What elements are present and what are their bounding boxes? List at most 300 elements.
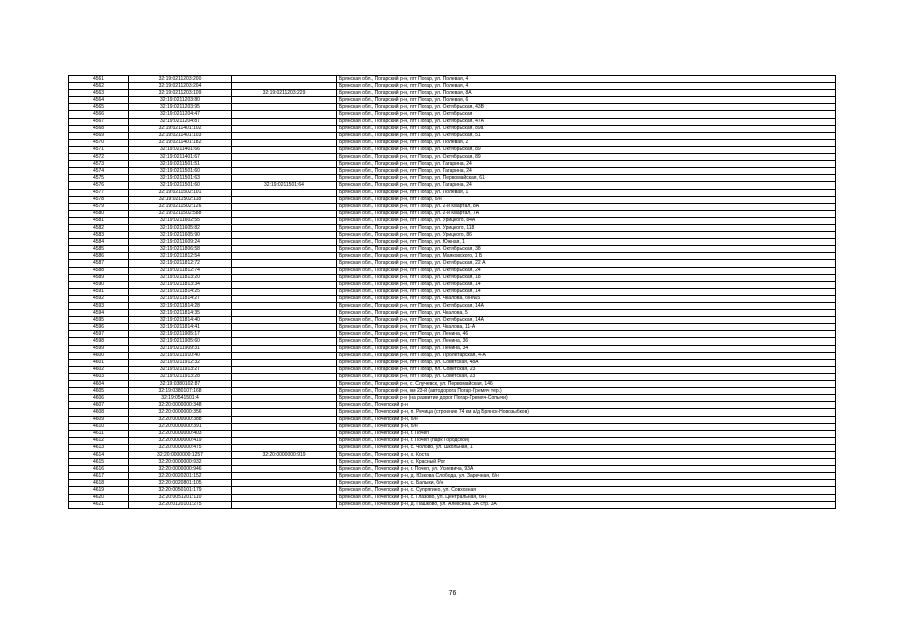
parent-cadastral-number-cell: [232, 281, 337, 288]
address-cell: Брянская обл., Погарский р-н, пгт Погар, ул. Ленина, 46: [337, 331, 836, 338]
cadastral-number-cell: 32:19:0211814:41: [129, 324, 232, 331]
parent-cadastral-number-cell: [232, 217, 337, 224]
address-cell: Брянская обл., Погарский р-н, пгт Погар, ул. Октябрьская, 24: [337, 267, 836, 274]
row-number-cell: 4614: [69, 451, 129, 458]
cadastral-number-cell: 32:19:0211502:588: [129, 210, 232, 217]
parent-cadastral-number-cell: 32:19:0211501:64: [232, 182, 337, 189]
address-cell: Брянская обл., Погарский р-н, км 23-й (автодорога Погар-Гремяч тер.): [337, 388, 836, 395]
parent-cadastral-number-cell: [232, 154, 337, 161]
parent-cadastral-number-cell: [232, 366, 337, 373]
parent-cadastral-number-cell: [232, 267, 337, 274]
cadastral-number-cell: 32:19:0380107:168: [129, 388, 232, 395]
parent-cadastral-number-cell: [232, 430, 337, 437]
table-row: [69, 331, 836, 338]
parent-cadastral-number-cell: [232, 175, 337, 182]
cadastral-number-cell: 32:19:0211602:55: [129, 217, 232, 224]
table-row: [69, 345, 836, 352]
row-number-cell: 4572: [69, 154, 129, 161]
parent-cadastral-number-cell: [232, 388, 337, 395]
row-number-cell: 4603: [69, 373, 129, 380]
cadastral-number-cell: 32:20:0000000:348: [129, 402, 232, 409]
cadastral-number-cell: 32:19:0211913:28: [129, 373, 232, 380]
row-number-cell: 4597: [69, 331, 129, 338]
row-number-cell: 4570: [69, 139, 129, 146]
cadastral-number-cell: 32:19:0211203:95: [129, 104, 232, 111]
cadastral-number-cell: 32:19:0211814:28: [129, 303, 232, 310]
parent-cadastral-number-cell: [232, 125, 337, 132]
address-cell: Брянская обл., Погарский р-н, пгт Погар, б/н: [337, 196, 836, 203]
table-row: [69, 146, 836, 153]
cadastral-number-cell: 32:19:0211812:54: [129, 253, 232, 260]
cadastral-number-cell: 32:19:0211909:31: [129, 345, 232, 352]
row-number-cell: 4610: [69, 423, 129, 430]
row-number-cell: 4586: [69, 253, 129, 260]
table-row: [69, 196, 836, 203]
table-row: [69, 487, 836, 494]
address-cell: Брянская обл., Погарский р-н, пгт Погар, ул. Чкалова, б/н№5: [337, 295, 836, 302]
address-cell: Брянская обл., Почепский р-н, п. Речица (строение 74 км а/д Брянск-Новозыбков): [337, 409, 836, 416]
row-number-cell: 4621: [69, 501, 129, 508]
parent-cadastral-number-cell: [232, 104, 337, 111]
parent-cadastral-number-cell: [232, 203, 337, 210]
cadastral-number-cell: 32:19:0541501:4: [129, 395, 232, 402]
row-number-cell: 4605: [69, 388, 129, 395]
address-cell: Брянская обл., Погарский р-н, пгт Погар, ул. Гагарина, 24: [337, 168, 836, 175]
parent-cadastral-number-cell: [232, 288, 337, 295]
address-cell: Брянская обл., Погарский р-н, пгт Погар, ул. Октябрьская, 14А: [337, 317, 836, 324]
table-row: [69, 260, 836, 267]
cadastral-number-cell: 32:20:0000000:946: [129, 466, 232, 473]
table-row: [69, 395, 836, 402]
table-row: [69, 444, 836, 451]
address-cell: Брянская обл., Погарский р-н, пгт Погар, ул. Чкалова, 11-А: [337, 324, 836, 331]
parent-cadastral-number-cell: [232, 416, 337, 423]
table-row: [69, 338, 836, 345]
cadastral-number-cell: 32:19:0211814:35: [129, 310, 232, 317]
table-row: [69, 324, 836, 331]
address-cell: Брянская обл., Погарский р-н, пгт Погар, ул. Полевая, 4: [337, 83, 836, 90]
parent-cadastral-number-cell: [232, 395, 337, 402]
table-row: [69, 466, 836, 473]
address-cell: Брянская обл., Погарский р-н, пгт Погар, ул. Пролетарская, 4-А: [337, 352, 836, 359]
cadastral-number-cell: 32:20:0000000:475: [129, 444, 232, 451]
table-row: [69, 267, 836, 274]
parent-cadastral-number-cell: [232, 97, 337, 104]
parent-cadastral-number-cell: 32:20:0000000:919: [232, 451, 337, 458]
parent-cadastral-number-cell: [232, 352, 337, 359]
row-number-cell: 4609: [69, 416, 129, 423]
row-number-cell: 4589: [69, 274, 129, 281]
address-cell: Брянская обл., Погарский р-н, пгт Погар, пл. Советская, 23: [337, 366, 836, 373]
row-number-cell: 4606: [69, 395, 129, 402]
row-number-cell: 4577: [69, 189, 129, 196]
cadastral-number-cell: 32:20:0000000:391: [129, 423, 232, 430]
row-number-cell: 4575: [69, 175, 129, 182]
table-row: [69, 388, 836, 395]
table-row: [69, 480, 836, 487]
row-number-cell: 4618: [69, 480, 129, 487]
address-cell: Брянская обл., Погарский р-н, пгт Погар, ул. Советская, 23: [337, 373, 836, 380]
row-number-cell: 4617: [69, 473, 129, 480]
parent-cadastral-number-cell: 32:19:0211203:229: [232, 90, 337, 97]
row-number-cell: 4607: [69, 402, 129, 409]
cadastral-number-cell: 32:19:0380102:87: [129, 381, 232, 388]
table-row: [69, 451, 836, 458]
address-cell: Брянская обл., Погарский р-н, пгт Погар, ул. Полевая, 4: [337, 76, 836, 83]
table-row: [69, 210, 836, 217]
address-cell: Брянская обл., Почепский р-н: [337, 402, 836, 409]
cadastral-number-cell: 32:20:0000000:1257: [129, 451, 232, 458]
row-number-cell: 4616: [69, 466, 129, 473]
row-number-cell: 4566: [69, 111, 129, 118]
cadastral-number-cell: 32:19:0211812:74: [129, 267, 232, 274]
parent-cadastral-number-cell: [232, 146, 337, 153]
address-cell: Брянская обл., Почепский р-н, г. Почеп, ул. Усиевича, 93А: [337, 466, 836, 473]
parent-cadastral-number-cell: [232, 338, 337, 345]
row-number-cell: 4612: [69, 437, 129, 444]
table-row: [69, 437, 836, 444]
cadastral-number-cell: 32:19:0211401:182: [129, 139, 232, 146]
parent-cadastral-number-cell: [232, 459, 337, 466]
table-row: [69, 111, 836, 118]
address-cell: Брянская обл., Погарский р-н, пгт Погар, ул. Октябрьская, 38: [337, 246, 836, 253]
address-cell: Брянская обл., Почепский р-н, с. Чолово, ул. Школьная, 1: [337, 444, 836, 451]
parent-cadastral-number-cell: [232, 423, 337, 430]
address-cell: Брянская обл., Почепский р-н, с. Балыки, б/н: [337, 480, 836, 487]
table-row: [69, 359, 836, 366]
table-row: [69, 288, 836, 295]
row-number-cell: 4574: [69, 168, 129, 175]
cadastral-number-cell: 32:19:0211502:101: [129, 189, 232, 196]
row-number-cell: 4562: [69, 83, 129, 90]
address-cell: Брянская обл., Погарский р-н, пгт Погар, ул. 2-й Квартал, 7А: [337, 210, 836, 217]
table-row: [69, 239, 836, 246]
address-cell: Брянская обл., Погарский р-н, пгт Погар, ул. Гагарина, 24: [337, 182, 836, 189]
cadastral-number-cell: 32:19:0211609:24: [129, 239, 232, 246]
parent-cadastral-number-cell: [232, 409, 337, 416]
cadastral-number-cell: 32:19:0211203:200: [129, 76, 232, 83]
table-row: [69, 310, 836, 317]
parent-cadastral-number-cell: [232, 168, 337, 175]
row-number-cell: 4561: [69, 76, 129, 83]
address-cell: Брянская обл., Почепский р-н, г. Почеп: [337, 430, 836, 437]
address-cell: Брянская обл., Погарский р-н, пгт Погар, ул. Октябрьская, 14: [337, 288, 836, 295]
address-cell: Брянская обл., Погарский р-н, пгт Погар, ул. Октябрьская, 14: [337, 281, 836, 288]
address-cell: Брянская обл., Погарский р-н, пгт Погар, ул. Урицкого, 118: [337, 224, 836, 231]
address-cell: Брянская обл., Погарский р-н, пгт Погар, ул. Октябрьская, 47А: [337, 118, 836, 125]
address-cell: Брянская обл., Погарский р-н, пгт Погар, ул. Полевая, 1: [337, 189, 836, 196]
row-number-cell: 4613: [69, 444, 129, 451]
row-number-cell: 4563: [69, 90, 129, 97]
row-number-cell: 4599: [69, 345, 129, 352]
address-cell: Брянская обл., Погарский р-н, пгт Погар, ул. Первомайская, 61: [337, 175, 836, 182]
row-number-cell: 4583: [69, 232, 129, 239]
parent-cadastral-number-cell: [232, 161, 337, 168]
table-row: [69, 161, 836, 168]
table-row: [69, 281, 836, 288]
table-row: [69, 224, 836, 231]
table-row: [69, 217, 836, 224]
address-cell: Брянская обл., Почепский р-н, с. Красный Рог: [337, 459, 836, 466]
row-number-cell: 4564: [69, 97, 129, 104]
address-cell: Брянская обл., Почепский р-н, б/н: [337, 416, 836, 423]
table-row: [69, 189, 836, 196]
cadastral-number-cell: 32:20:0051201:110: [129, 494, 232, 501]
parent-cadastral-number-cell: [232, 402, 337, 409]
cadastral-number-cell: 32:19:0211813:34: [129, 281, 232, 288]
row-number-cell: 4573: [69, 161, 129, 168]
row-number-cell: 4581: [69, 217, 129, 224]
table-row: [69, 182, 836, 189]
parent-cadastral-number-cell: [232, 373, 337, 380]
table-row: [69, 494, 836, 501]
parent-cadastral-number-cell: [232, 359, 337, 366]
parent-cadastral-number-cell: [232, 473, 337, 480]
cadastral-number-cell: 32:19:0211401:102: [129, 125, 232, 132]
address-cell: Брянская обл., Погарский р-н, пгт Погар, ул. Октябрьская, 18: [337, 274, 836, 281]
cadastral-number-cell: 32:20:0020801:105: [129, 480, 232, 487]
address-cell: Брянская обл., Погарский р-н, пгт Погар, ул. Полевая, 2: [337, 139, 836, 146]
parent-cadastral-number-cell: [232, 324, 337, 331]
address-cell: Брянская обл., Погарский р-н, пгт Погар, ул. Октябрьская, 51: [337, 132, 836, 139]
table-row: [69, 232, 836, 239]
address-cell: Брянская обл., Погарский р-н, пгт Погар, ул. Октябрьская, 89а: [337, 125, 836, 132]
address-cell: Брянская обл., Почепский р-н, с. Глазово, ул. Центральная, б/н: [337, 494, 836, 501]
table-row: [69, 90, 836, 97]
row-number-cell: 4580: [69, 210, 129, 217]
cadastral-number-cell: 32:19:0211806:58: [129, 246, 232, 253]
row-number-cell: 4593: [69, 303, 129, 310]
parent-cadastral-number-cell: [232, 295, 337, 302]
address-cell: Брянская обл., Погарский р-н, пгт Погар, ул. 2-й Квартал, 8А: [337, 203, 836, 210]
address-cell: Брянская обл., Погарский р-н, пгт Погар, ул. Чкалова, 5: [337, 310, 836, 317]
parent-cadastral-number-cell: [232, 111, 337, 118]
parent-cadastral-number-cell: [232, 196, 337, 203]
row-number-cell: 4567: [69, 118, 129, 125]
address-cell: Брянская обл., Погарский р-н, пгт Погар, ул. Полевая, 8А: [337, 90, 836, 97]
address-cell: Брянская обл., Погарский р-н, пгт Погар, ул. Октябрьская, 14А: [337, 303, 836, 310]
register-table: [68, 75, 836, 509]
address-cell: Брянская обл., Почепский р-н, х. Коста: [337, 451, 836, 458]
cadastral-number-cell: 32:20:0020201:152: [129, 473, 232, 480]
cadastral-number-cell: 32:19:0211401:66: [129, 146, 232, 153]
row-number-cell: 4584: [69, 239, 129, 246]
row-number-cell: 4571: [69, 146, 129, 153]
table-row: [69, 473, 836, 480]
table-row: [69, 132, 836, 139]
row-number-cell: 4594: [69, 310, 129, 317]
parent-cadastral-number-cell: [232, 303, 337, 310]
cadastral-number-cell: 32:20:0000000:356: [129, 409, 232, 416]
parent-cadastral-number-cell: [232, 437, 337, 444]
address-cell: Брянская обл., Погарский р-н, пгт Погар, ул. Октябрьская, 22 А: [337, 260, 836, 267]
address-cell: Брянская обл., Погарский р-н, пгт Погар, ул. Октябрьская, 89: [337, 146, 836, 153]
row-number-cell: 4595: [69, 317, 129, 324]
row-number-cell: 4604: [69, 381, 129, 388]
parent-cadastral-number-cell: [232, 118, 337, 125]
table-row: [69, 423, 836, 430]
row-number-cell: 4598: [69, 338, 129, 345]
address-cell: Брянская обл., Погарский р-н, с. Случевск, ул. Первомайская, 146: [337, 381, 836, 388]
address-cell: Брянская обл., Погарский р-н, пгт Погар, ул. Ленина, 34: [337, 345, 836, 352]
row-number-cell: 4565: [69, 104, 129, 111]
cadastral-number-cell: 32:19:0211905:17: [129, 331, 232, 338]
row-number-cell: 4600: [69, 352, 129, 359]
parent-cadastral-number-cell: [232, 444, 337, 451]
table-row: [69, 125, 836, 132]
cadastral-number-cell: 32:19:0211605:90: [129, 232, 232, 239]
cadastral-number-cell: 32:20:0050101:179: [129, 487, 232, 494]
address-cell: Брянская обл., Погарский р-н, пгт Погар, ул. Урицкого, 84А: [337, 217, 836, 224]
cadastral-number-cell: 32:19:0211401:67: [129, 154, 232, 161]
parent-cadastral-number-cell: [232, 480, 337, 487]
cadastral-number-cell: 32:19:0211203:204: [129, 83, 232, 90]
table-row: [69, 168, 836, 175]
cadastral-number-cell: 32:20:0000000:388: [129, 416, 232, 423]
table-row: [69, 76, 836, 83]
row-number-cell: 4608: [69, 409, 129, 416]
table-row: [69, 416, 836, 423]
table-row: [69, 139, 836, 146]
cadastral-number-cell: 32:19:0211203:109: [129, 90, 232, 97]
row-number-cell: 4602: [69, 366, 129, 373]
cadastral-number-cell: 32:19:0211913:27: [129, 366, 232, 373]
cadastral-number-cell: 32:19:0211812:72: [129, 260, 232, 267]
cadastral-number-cell: 32:19:0211501:60: [129, 168, 232, 175]
table-row: [69, 409, 836, 416]
parent-cadastral-number-cell: [232, 83, 337, 90]
cadastral-number-cell: 32:19:0211501:63: [129, 175, 232, 182]
cadastral-number-cell: 32:20:0000000:932: [129, 459, 232, 466]
address-cell: Брянская обл., Погарский р-н (на развитие дорог Погар-Гремяч-Сопычи): [337, 395, 836, 402]
row-number-cell: 4585: [69, 246, 129, 253]
cadastral-number-cell: 32:19:0211814:27: [129, 295, 232, 302]
parent-cadastral-number-cell: [232, 260, 337, 267]
parent-cadastral-number-cell: [232, 331, 337, 338]
row-number-cell: 4620: [69, 494, 129, 501]
cadastral-number-cell: 32:20:0000000:419: [129, 437, 232, 444]
parent-cadastral-number-cell: [232, 494, 337, 501]
cadastral-number-cell: 32:19:0211813:20: [129, 274, 232, 281]
table-row: [69, 104, 836, 111]
table-row: [69, 154, 836, 161]
table-row: [69, 274, 836, 281]
row-number-cell: 4596: [69, 324, 129, 331]
table-row: [69, 246, 836, 253]
row-number-cell: 4582: [69, 224, 129, 231]
row-number-cell: 4569: [69, 132, 129, 139]
table-row: [69, 97, 836, 104]
row-number-cell: 4578: [69, 196, 129, 203]
address-cell: Брянская обл., Погарский р-н, пгт Погар, ул. Гагарина, 24: [337, 161, 836, 168]
row-number-cell: 4568: [69, 125, 129, 132]
table-row: [69, 317, 836, 324]
cadastral-number-cell: 32:19:0211814:25: [129, 288, 232, 295]
parent-cadastral-number-cell: [232, 253, 337, 260]
address-cell: Брянская обл., Погарский р-н, пгт Погар, ул. Октябрьская, 43В: [337, 104, 836, 111]
address-cell: Брянская обл., Погарский р-н, пгт Погар, ул. Советская, 48А: [337, 359, 836, 366]
row-number-cell: 4601: [69, 359, 129, 366]
parent-cadastral-number-cell: [232, 345, 337, 352]
parent-cadastral-number-cell: [232, 210, 337, 217]
parent-cadastral-number-cell: [232, 132, 337, 139]
table-row: [69, 253, 836, 260]
table-row: [69, 295, 836, 302]
parent-cadastral-number-cell: [232, 76, 337, 83]
parent-cadastral-number-cell: [232, 246, 337, 253]
cadastral-number-cell: 32:19:0211502:126: [129, 203, 232, 210]
row-number-cell: 4619: [69, 487, 129, 494]
cadastral-number-cell: 32:19:0211912:32: [129, 359, 232, 366]
cadastral-number-cell: 32:20:0000000:403: [129, 430, 232, 437]
parent-cadastral-number-cell: [232, 139, 337, 146]
cadastral-number-cell: 32:19:0211204:87: [129, 118, 232, 125]
table-row: [69, 175, 836, 182]
parent-cadastral-number-cell: [232, 232, 337, 239]
table-row: [69, 373, 836, 380]
cadastral-number-cell: 32:19:0211501:60: [129, 182, 232, 189]
parent-cadastral-number-cell: [232, 239, 337, 246]
address-cell: Брянская обл., Погарский р-н, пгт Погар, ул. Полевая, 6: [337, 97, 836, 104]
parent-cadastral-number-cell: [232, 381, 337, 388]
table-row: [69, 501, 836, 508]
row-number-cell: 4615: [69, 459, 129, 466]
table-row: [69, 83, 836, 90]
row-number-cell: 4588: [69, 267, 129, 274]
register-table-body: [69, 76, 836, 509]
table-row: [69, 366, 836, 373]
address-cell: Брянская обл., Погарский р-н, пгт Погар, ул. Южная, 1: [337, 239, 836, 246]
address-cell: Брянская обл., Погарский р-н, пгт Погар, ул. Октябрьская: [337, 111, 836, 118]
parent-cadastral-number-cell: [232, 310, 337, 317]
cadastral-number-cell: 32:19:0211905:60: [129, 338, 232, 345]
row-number-cell: 4592: [69, 295, 129, 302]
table-row: [69, 381, 836, 388]
cadastral-number-cell: 32:20:0120101:275: [129, 501, 232, 508]
address-cell: Брянская обл., Почепский р-н, д. Пашково, ул. Алексина, 3А стр. 3А: [337, 501, 836, 508]
parent-cadastral-number-cell: [232, 224, 337, 231]
address-cell: Брянская обл., Почепский р-н, д. Юзкова Слобода, ул. Заречная, б/н: [337, 473, 836, 480]
table-row: [69, 203, 836, 210]
row-number-cell: 4590: [69, 281, 129, 288]
row-number-cell: 4579: [69, 203, 129, 210]
address-cell: Брянская обл., Почепский р-н, с. Супрягино, ул. Совхозная: [337, 487, 836, 494]
table-row: [69, 118, 836, 125]
cadastral-number-cell: 32:19:0211605:82: [129, 224, 232, 231]
parent-cadastral-number-cell: [232, 274, 337, 281]
address-cell: Брянская обл., Погарский р-н, пгт Погар, ул. Октябрьская, 89: [337, 154, 836, 161]
address-cell: Брянская обл., Почепский р-н, г. Почеп (парк Городской): [337, 437, 836, 444]
table-row: [69, 352, 836, 359]
parent-cadastral-number-cell: [232, 317, 337, 324]
row-number-cell: 4591: [69, 288, 129, 295]
address-cell: Брянская обл., Погарский р-н, пгт Погар, ул. Урицкого, 86: [337, 232, 836, 239]
row-number-cell: 4576: [69, 182, 129, 189]
parent-cadastral-number-cell: [232, 189, 337, 196]
row-number-cell: 4587: [69, 260, 129, 267]
table-row: [69, 303, 836, 310]
cadastral-number-cell: 32:19:0211814:40: [129, 317, 232, 324]
parent-cadastral-number-cell: [232, 487, 337, 494]
address-cell: Брянская обл., Почепский р-н, б/н: [337, 423, 836, 430]
address-cell: Брянская обл., Погарский р-н, пгт Погар, ул. Маяковского, 1 Б: [337, 253, 836, 260]
cadastral-number-cell: 32:19:0211203:80: [129, 97, 232, 104]
address-cell: Брянская обл., Погарский р-н, пгт Погар, ул. Ленина, 36: [337, 338, 836, 345]
cadastral-number-cell: 32:19:0211401:103: [129, 132, 232, 139]
cadastral-number-cell: 32:19:0211204:47: [129, 111, 232, 118]
parent-cadastral-number-cell: [232, 466, 337, 473]
parent-cadastral-number-cell: [232, 501, 337, 508]
